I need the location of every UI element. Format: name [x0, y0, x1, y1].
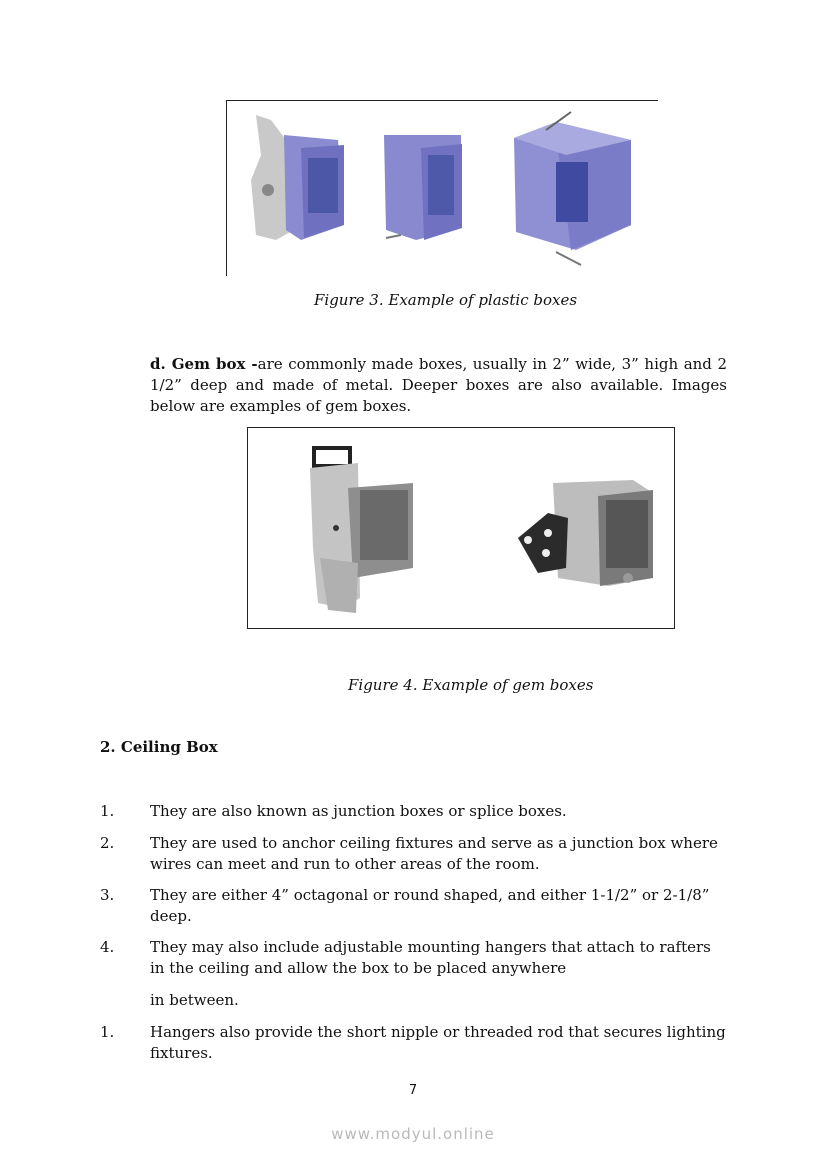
gem-box-paragraph — [150, 354, 727, 417]
continuation-text: in between. — [150, 991, 239, 1009]
list-item-number: 4. — [100, 938, 115, 956]
figure-3-caption: Figure 3. Example of plastic boxes — [314, 291, 578, 309]
figure-4-caption: Figure 4. Example of gem boxes — [348, 676, 594, 694]
list-item-text: They are either 4” octagonal or round shaped, and either 1-1/2” or 2-1/8” deep. — [150, 886, 710, 925]
list-item-text: They may also include adjustable mounting hangers that attach to rafters in the ceiling and allow the box to be placed anywhere — [150, 938, 711, 977]
list-item-number: 3. — [100, 886, 115, 904]
list-item-number: 1. — [100, 1023, 115, 1041]
gem-boxes-photo-icon — [248, 428, 674, 628]
plastic-boxes-photo-icon — [226, 100, 658, 276]
page-number: 7 — [408, 1083, 418, 1098]
list-item-text: They are also known as junction boxes or splice boxes. — [150, 802, 567, 820]
section-heading: 2. Ceiling Box — [100, 738, 218, 756]
gem-box-term: d. Gem box - — [150, 355, 258, 373]
figure-3-image — [226, 100, 658, 276]
figure-4-image — [247, 427, 675, 629]
gem-box-text: are commonly made boxes, usually in 2” wide, 3” high and 2 1/2” deep and made of metal. Deeper boxes are also available. Images below are examples of gem boxes. — [150, 355, 728, 415]
list-item-number: 1. — [100, 802, 115, 820]
list-item-text: They are used to anchor ceiling fixtures and serve as a junction box where wires can meet and run to other areas of the room. — [150, 834, 718, 873]
list-item-number: 2. — [100, 834, 115, 852]
watermark: www.modyul.online — [331, 1125, 495, 1143]
list-item-text: Hangers also provide the short nipple or threaded rod that secures lighting fixtures. — [150, 1023, 726, 1062]
